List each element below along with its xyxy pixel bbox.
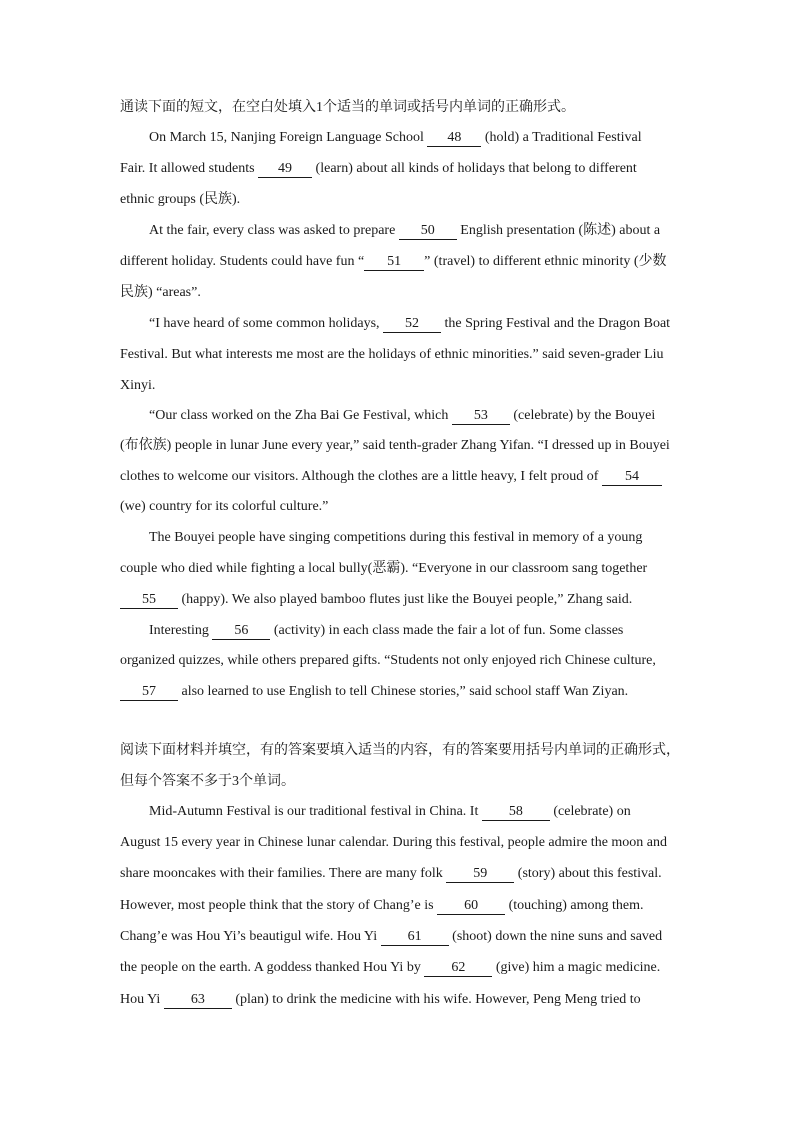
text-line xyxy=(149,314,670,334)
blank-48[interactable]: 48 xyxy=(427,130,481,147)
line-text-after-blank: (celebrate) on xyxy=(549,804,631,819)
blank-52[interactable]: 52 xyxy=(383,316,441,333)
text-line xyxy=(120,896,644,916)
line-text-after-blank: (give) him a magic medicine. xyxy=(492,960,661,975)
section2-instruction-line2: 但每个答案不多于3个单词。 xyxy=(120,774,295,789)
text-line xyxy=(120,958,660,978)
blank-53[interactable]: 53 xyxy=(452,408,510,425)
line-text-after-blank: also learned to use English to tell Chinese stories,” said school staff Wan Ziyan. xyxy=(178,684,629,699)
line-text: Xinyi. xyxy=(120,378,156,393)
line-text: (we) country for its colorful culture.” xyxy=(120,499,329,514)
text-line xyxy=(120,159,637,179)
line-text-after-blank: ” (travel) to different ethnic minority (少数 xyxy=(424,254,667,269)
line-text: Mid-Autumn Festival is our traditional festival in China. It xyxy=(149,804,482,819)
line-text: clothes to welcome our visitors. Although the clothes are a little heavy, I felt proud of xyxy=(120,469,602,484)
line-text: On March 15, Nanjing Foreign Language School xyxy=(149,130,428,145)
text-line xyxy=(149,621,623,641)
line-text-after-blank: (activity) in each class made the fair a lot of fun. Some classes xyxy=(270,623,624,638)
line-text-after-blank: (shoot) down the nine suns and saved xyxy=(448,929,663,944)
line-text-after-blank: (hold) a Traditional Festival xyxy=(481,130,642,145)
blank-51[interactable]: 51 xyxy=(364,254,424,271)
text-line xyxy=(120,833,667,853)
line-text: Chang’e was Hou Yi’s beautigul wife. Hou Yi xyxy=(120,929,381,944)
text-line xyxy=(120,190,240,210)
text-line xyxy=(149,221,660,241)
line-text-after-blank: the Spring Festival and the Dragon Boat xyxy=(441,316,671,331)
line-text-after-blank: (plan) to drink the medicine with his wife. However, Peng Meng tried to xyxy=(231,992,641,1007)
line-text: At the fair, every class was asked to prepare xyxy=(149,223,399,238)
line-text: Hou Yi xyxy=(120,992,164,1007)
blank-57[interactable]: 57 xyxy=(120,684,178,701)
line-text-after-blank: (learn) about all kinds of holidays that belong to different xyxy=(312,161,637,176)
text-line xyxy=(120,436,670,456)
line-text: Fair. It allowed students xyxy=(120,161,259,176)
blank-63[interactable]: 63 xyxy=(164,992,232,1009)
line-text: However, most people think that the story of Chang’e is xyxy=(120,898,438,913)
line-text: different holiday. Students could have fun “ xyxy=(120,254,365,269)
line-text-after-blank: (celebrate) by the Bouyei xyxy=(509,408,656,423)
blank-60[interactable]: 60 xyxy=(437,898,505,915)
line-text: ethnic groups (民族). xyxy=(120,192,241,207)
line-text: “Our class worked on the Zha Bai Ge Festival, which xyxy=(149,408,452,423)
line-text: Interesting xyxy=(149,623,213,638)
section2-instruction-line1: 阅读下面材料并填空，有的答案要填入适当的内容，有的答案要用括号内单词的正确形式， xyxy=(120,743,680,758)
line-text: Festival. But what interests me most are the holidays of ethnic minorities.” said seven-grader Liu xyxy=(120,347,664,362)
text-line xyxy=(120,252,667,272)
text-line xyxy=(149,528,642,548)
blank-58[interactable]: 58 xyxy=(482,804,550,821)
blank-50[interactable]: 50 xyxy=(399,223,457,240)
text-line xyxy=(120,927,662,947)
text-line xyxy=(120,467,662,487)
text-line xyxy=(120,990,641,1010)
line-text: 民族) “areas”. xyxy=(120,285,201,300)
text-line xyxy=(120,497,328,517)
section1-instruction: 通读下面的短文，在空白处填入1个适当的单词或括号内单词的正确形式。 xyxy=(120,100,575,115)
line-text: “I have heard of some common holidays, xyxy=(149,316,384,331)
text-line xyxy=(149,128,642,148)
blank-61[interactable]: 61 xyxy=(381,929,449,946)
text-line xyxy=(149,802,631,822)
text-line xyxy=(120,590,632,610)
blank-62[interactable]: 62 xyxy=(424,960,492,977)
text-line xyxy=(120,559,647,579)
text-line xyxy=(120,283,201,303)
line-text: the people on the earth. A goddess thanked Hou Yi by xyxy=(120,960,425,975)
blank-49[interactable]: 49 xyxy=(258,161,312,178)
blank-54[interactable]: 54 xyxy=(602,469,662,486)
line-text-after-blank: (happy). We also played bamboo flutes just like the Bouyei people,” Zhang said. xyxy=(178,592,633,607)
line-text-after-blank: (touching) among them. xyxy=(505,898,644,913)
line-text: (布依族) people in lunar June every year,” said tenth-grader Zhang Yifan. “I dressed up in Bouyei xyxy=(120,438,670,453)
text-line xyxy=(120,682,628,702)
text-line xyxy=(120,651,656,671)
line-text: couple who died while fighting a local bully(恶霸). “Everyone in our classroom sang together xyxy=(120,561,648,576)
text-line xyxy=(120,864,662,884)
line-text: share mooncakes with their families. There are many folk xyxy=(120,866,447,881)
blank-55[interactable]: 55 xyxy=(120,592,178,609)
text-line xyxy=(120,345,664,365)
blank-59[interactable]: 59 xyxy=(446,866,514,883)
blank-56[interactable]: 56 xyxy=(212,623,270,640)
text-line xyxy=(149,406,655,426)
line-text: The Bouyei people have singing competitions during this festival in memory of a young xyxy=(149,530,643,545)
line-text: organized quizzes, while others prepared gifts. “Students not only enjoyed rich Chinese culture, xyxy=(120,653,656,668)
line-text-after-blank: English presentation (陈述) about a xyxy=(456,223,661,238)
line-text-after-blank: (story) about this festival. xyxy=(514,866,662,881)
line-text: August 15 every year in Chinese lunar calendar. During this festival, people admire the moon and xyxy=(120,835,668,850)
text-line xyxy=(120,376,155,396)
